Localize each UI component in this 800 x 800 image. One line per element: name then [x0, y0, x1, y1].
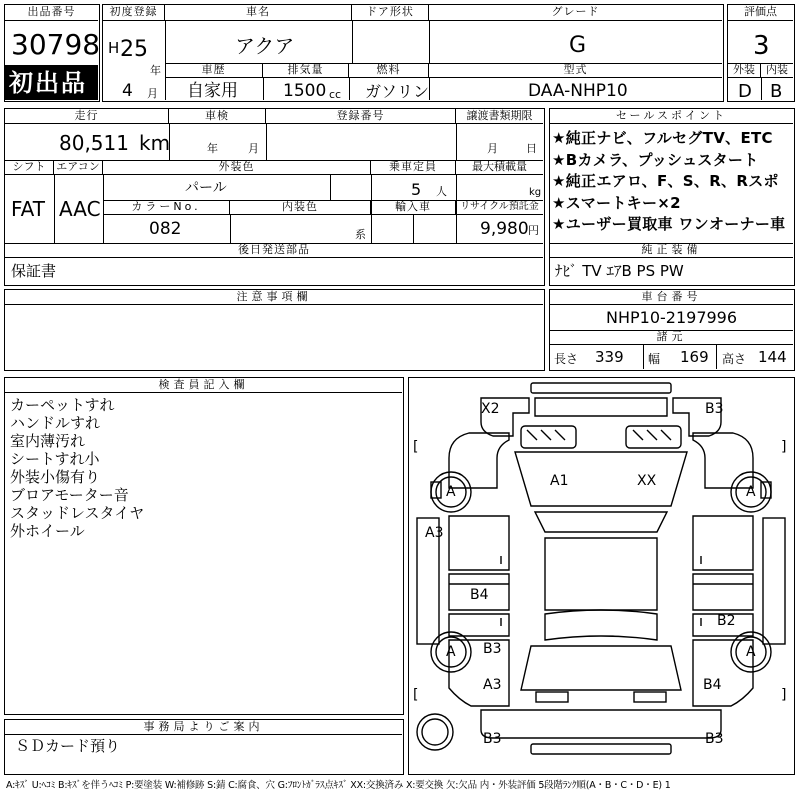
- inspector-note: スタッドレスタイヤ: [10, 504, 145, 522]
- later-parts-header: 後日発送部品: [5, 243, 543, 258]
- inspector-notes: [10, 396, 144, 540]
- chassis-box: [549, 289, 795, 371]
- sales-point: ★Bカメラ、プッシュスタート: [552, 150, 759, 169]
- wheel-label-rear-right: A: [746, 644, 756, 660]
- color-no-value: 082: [149, 219, 182, 239]
- car-name-header: 車名: [165, 5, 352, 21]
- wheel-label-front-right: A: [746, 484, 756, 500]
- first-reg-month: 4: [122, 81, 133, 101]
- wheel-label-rear-left: A: [446, 644, 456, 660]
- interior-score-value: B: [770, 81, 783, 102]
- sales-point: ★純正エアロ、F、S、R、Rスポ: [552, 172, 779, 190]
- inspection-year-unit: 年: [207, 142, 218, 155]
- displacement-value: 1500: [283, 81, 327, 101]
- inspector-header: 検査員記入欄: [5, 378, 402, 393]
- damage-label-a1: A1: [550, 473, 569, 489]
- mileage-header: 走行: [5, 109, 169, 124]
- capacity-header: 乗車定員: [371, 160, 456, 175]
- inspector-note: 室内薄汚れ: [10, 432, 86, 450]
- bracket-left-top: [: [413, 439, 419, 455]
- aircon-header: エアコン: [54, 160, 103, 175]
- transfer-deadline-header: 譲渡書類期限: [456, 109, 543, 124]
- sales-points-list: [552, 128, 793, 236]
- inspection-header: 車検: [169, 109, 266, 124]
- reg-number-header: 登録番号: [266, 109, 456, 124]
- exterior-score-value: D: [738, 81, 752, 102]
- first-listing-label: 初出品: [9, 69, 87, 97]
- aircon-value: AAC: [59, 197, 101, 221]
- score-box: [727, 4, 795, 102]
- damage-legend: A:ｷｽﾞ U:ﾍｺﾐ B:ｷｽﾞを伴うﾍｺﾐ P:要塗装 W:補修跡 S:錆 C:腐食、穴 G:ﾌﾛﾝﾄｶﾞﾗｽ点ｷｽﾞ XX:交換済み X:要交換 欠:欠品 内・外装評価 5段階ﾗﾝｸ順(A・B・C・D・E) 1: [6, 780, 671, 791]
- lot-header: 出品番号: [5, 5, 98, 21]
- car-diagram-box: [408, 377, 795, 775]
- recycle-value: 9,980: [480, 219, 529, 239]
- score-value: 3: [753, 31, 770, 61]
- first-reg-month-unit: 月: [147, 87, 158, 100]
- inspector-note: シートすれ小: [10, 450, 100, 468]
- inspector-note: ハンドルすれ: [10, 414, 101, 432]
- sales-point: ★純正ナビ、フルセグTV、ETC: [552, 129, 773, 147]
- first-listing-badge: [5, 65, 98, 100]
- caution-header: 注意事項欄: [5, 290, 543, 305]
- import-header: 輸入車: [371, 200, 456, 215]
- mileage-value: 80,511: [59, 131, 129, 155]
- first-reg-header: 初度登録: [103, 5, 165, 21]
- interior-score-header: 内装: [761, 63, 793, 78]
- first-reg-year: 25: [120, 37, 148, 62]
- inspector-note: カーペットすれ: [10, 396, 115, 414]
- top-table: [102, 4, 724, 102]
- exterior-color-header: 外装色: [103, 160, 371, 175]
- bracket-left-bottom: [: [413, 687, 419, 703]
- damage-label-a3-lower: A3: [483, 677, 502, 693]
- office-notice-value: ＳＤカード預り: [15, 737, 121, 755]
- displacement-unit: cc: [329, 88, 342, 101]
- fuel-value: ガソリン: [365, 82, 430, 101]
- capacity-unit: 人: [436, 185, 447, 198]
- inspector-note: 外ホイール: [10, 522, 85, 540]
- bracket-right-top: ]: [781, 439, 787, 455]
- lot-box: [4, 4, 100, 102]
- transfer-month-unit: 月: [487, 142, 498, 155]
- transfer-day-unit: 日: [526, 142, 537, 155]
- inspector-note: ブロアモーター音: [10, 486, 129, 504]
- displacement-header: 排気量: [263, 63, 349, 78]
- damage-label-b2: B2: [717, 613, 736, 629]
- grade-header: グレード: [429, 5, 722, 21]
- sales-points-box: [549, 108, 795, 286]
- interior-color-header: 内装色: [230, 200, 371, 215]
- genuine-equipment-value: ﾅﾋﾞ TV ｴｱB PS PW: [555, 262, 684, 280]
- damage-label-b3-bottom-right: B3: [705, 731, 724, 747]
- caution-box: [4, 289, 545, 371]
- exterior-score-header: 外装: [728, 63, 761, 78]
- bracket-right-bottom: ]: [781, 687, 787, 703]
- recycle-header: リサイクル預託金: [456, 200, 543, 215]
- model-code-header: 型式: [429, 63, 722, 78]
- dimensions-header: 諸元: [550, 330, 793, 345]
- damage-label-a3-left: A3: [425, 525, 444, 541]
- damage-label-xx: XX: [637, 473, 657, 489]
- score-header: 評価点: [728, 5, 793, 21]
- office-notice-box: [4, 719, 404, 775]
- first-reg-year-unit: 年: [150, 64, 161, 77]
- car-diagram: [409, 378, 793, 773]
- later-parts-value: 保証書: [11, 262, 57, 280]
- first-reg-era: H: [108, 39, 120, 57]
- sales-points-header: セールスポイント: [550, 109, 793, 124]
- fuel-header: 燃料: [349, 63, 429, 78]
- inspector-box: [4, 377, 404, 715]
- chassis-value: NHP10-2197996: [606, 308, 738, 327]
- office-notice-header: 事務局よりご案内: [5, 720, 402, 735]
- damage-label-b3-left: B3: [483, 641, 502, 657]
- history-header: 車歴: [165, 63, 263, 78]
- inspector-note: 外装小傷有り: [10, 468, 101, 486]
- exterior-color-value: パール: [185, 180, 227, 196]
- sales-point: ★ユーザー買取車 ワンオーナー車: [552, 215, 786, 233]
- mileage-unit: km: [139, 131, 171, 155]
- length-label: 長さ: [554, 352, 579, 366]
- damage-label-b4-mid: B4: [470, 587, 489, 603]
- lot-number: 30798: [11, 28, 101, 61]
- recycle-unit: 円: [528, 224, 539, 237]
- damage-label-b3-bottom-left: B3: [483, 731, 502, 747]
- height-label: 高さ: [722, 352, 747, 366]
- damage-label-b4-lower: B4: [703, 677, 722, 693]
- width-value: 169: [680, 348, 709, 366]
- shift-header: シフト: [5, 160, 54, 175]
- capacity-value: 5: [411, 180, 422, 199]
- max-load-unit: kg: [529, 187, 542, 198]
- max-load-header: 最大積載量: [456, 160, 543, 175]
- genuine-equipment-header: 純正装備: [550, 243, 793, 258]
- grade-value: G: [569, 33, 587, 58]
- history-value: 自家用: [187, 81, 238, 101]
- height-value: 144: [758, 348, 787, 366]
- sales-point: ★スマートキー×2: [552, 193, 681, 212]
- width-label: 幅: [648, 352, 661, 366]
- color-no-header: カラーNo.: [103, 200, 230, 215]
- inspection-month-unit: 月: [248, 142, 259, 155]
- damage-label-x2: X2: [481, 401, 500, 417]
- interior-color-unit: 系: [355, 228, 366, 241]
- door-header: ドア形状: [352, 5, 429, 21]
- wheel-label-front-left: A: [446, 484, 456, 500]
- car-name-value: アクア: [235, 34, 295, 58]
- model-code-value: DAA-NHP10: [528, 81, 628, 101]
- damage-label-b3-top-right: B3: [705, 401, 724, 417]
- detail-table: [4, 108, 545, 286]
- chassis-header: 車台番号: [550, 290, 793, 305]
- shift-value: FAT: [11, 197, 46, 221]
- length-value: 339: [595, 348, 624, 366]
